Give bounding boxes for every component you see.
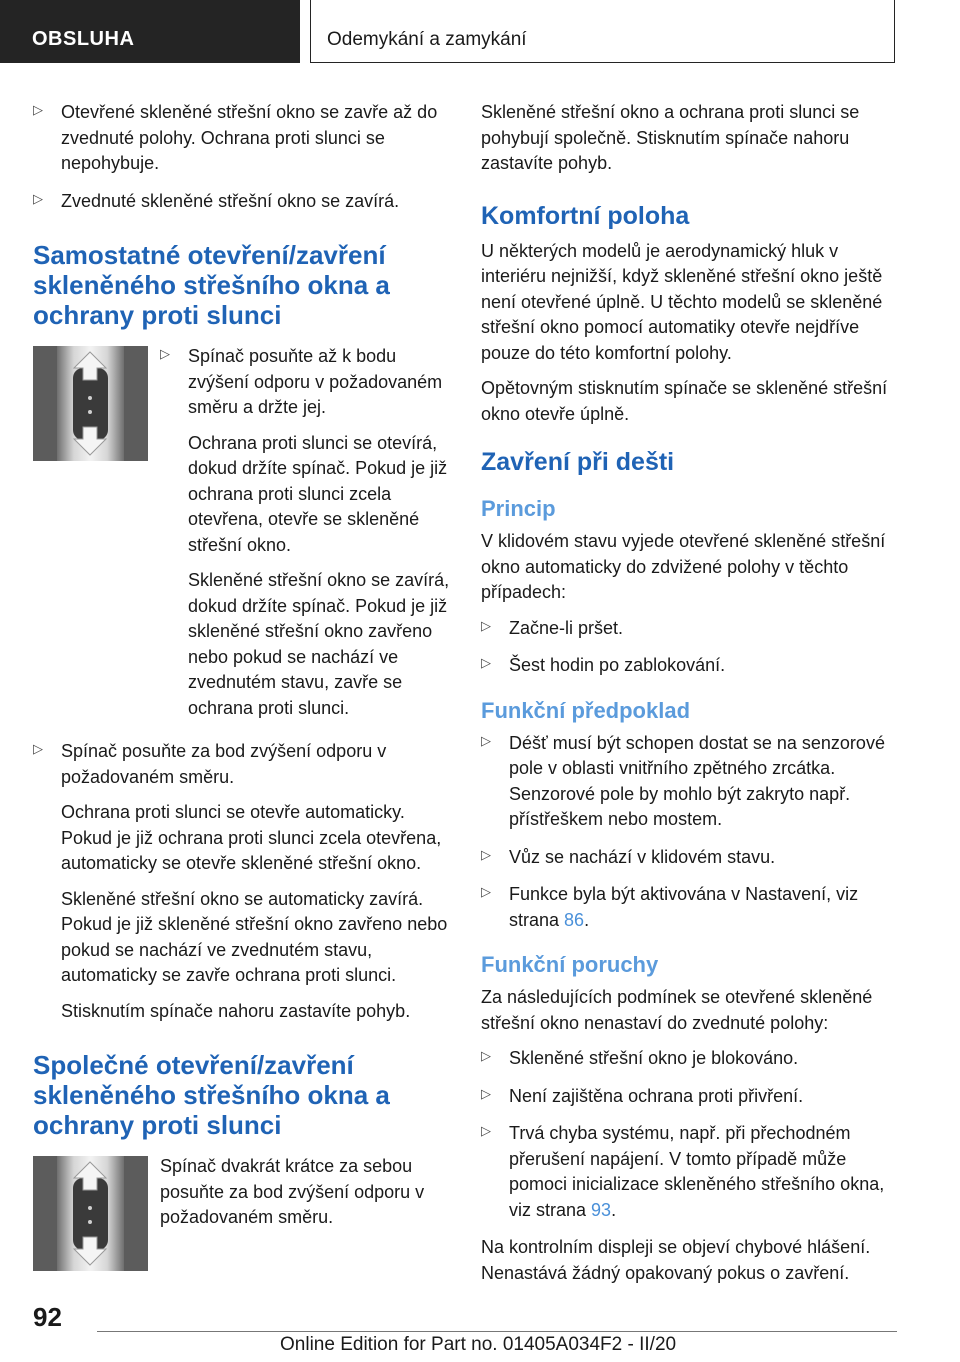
paragraph: Stisknutím spínače nahoru zastavíte pohyb. <box>61 1000 411 1021</box>
bullet-text: Skleněné střešní okno je blokováno. <box>509 1048 799 1068</box>
header-section-tab <box>0 0 300 63</box>
bullet-triangle-icon: ▷ <box>160 346 170 361</box>
left-column <box>33 100 453 1277</box>
subheading-principle: Princip <box>481 496 556 521</box>
bullet-text: Začne-li pršet. <box>509 617 624 638</box>
bullet-item <box>160 344 453 721</box>
bullet-item <box>33 739 453 1024</box>
switch-figure-row <box>33 1154 453 1271</box>
bullet-item <box>481 1084 901 1110</box>
section-heading-comfort: Komfortní poloha <box>481 201 690 230</box>
footer-edition: Online Edition for Part no. 01405A034F2 - II/20 <box>280 1334 677 1355</box>
bullet-item <box>33 189 453 215</box>
bullet-triangle-icon: ▷ <box>481 884 491 899</box>
bullet-text: Šest hodin po zablokování. <box>509 655 726 675</box>
bullet-text-part: Funkce byla být aktivována v Nastavení, viz strana <box>509 884 859 930</box>
bullet-text: Funkce byla být aktivována v Nastavení, viz strana 86. <box>509 884 859 930</box>
page-number: 92 <box>33 1302 62 1332</box>
bullet-triangle-icon: ▷ <box>33 190 43 206</box>
section-heading-rain: Zavření při dešti <box>481 448 675 476</box>
bullet-triangle-icon: ▷ <box>481 1123 491 1138</box>
bullet-text: Spínač posuňte za bod zvýšení odporu v požadovaném směru. <box>61 741 387 787</box>
bullet-triangle-icon: ▷ <box>481 1048 491 1063</box>
paragraph: Skleněné střešní okno a ochrana proti slunci se pohybují společně. Stisknutím spínače nahoru zastavíte pohyb. <box>481 102 860 173</box>
header-section-label: OBSLUHA <box>32 28 135 50</box>
bullet-item <box>481 882 901 933</box>
subheading-requirements: Funkční předpoklad <box>481 697 691 723</box>
roof-switch-image <box>33 1156 148 1271</box>
paragraph: U některých modelů je aerodynamický hluk v interiéru nejnižší, když skleněné střešní okno ještě není otevřené úplně. U těchto modelů se skleněné střešní okno pomocí automatiky otevře nejdříve pouze do této komfortní polohy. <box>481 240 883 363</box>
bullet-triangle-icon: ▷ <box>481 655 491 670</box>
bullet-item <box>481 845 901 871</box>
bullet-triangle-icon: ▷ <box>33 102 43 117</box>
bullet-text-part: Trvá chyba systému, např. při přechodném přerušení napájení. V tomto případě může pomoci inicializace skleněného střešního okna, viz strana <box>509 1123 885 1220</box>
bullet-text: Vůz se nachází v klidovém stavu. <box>509 846 776 867</box>
paragraph: Spínač dvakrát krátce za sebou posuňte za bod zvýšení odporu v požadovaném směru. <box>160 1156 425 1227</box>
section-heading-separate: Samostatné otevření/zavření skleněného střešního okna a ochrany proti slunci <box>33 240 390 330</box>
bullet-item <box>481 616 901 642</box>
paragraph: Ochrana proti slunci se otevírá, dokud držíte spínač. Pokud je již ochrana proti slunci zcela otevřena, otevře se skleněné střešní okno. <box>188 432 448 555</box>
bullet-text: Zvednuté skleněné střešní okno se zavírá. <box>61 190 400 211</box>
bullet-text: Otevřené skleněné střešní okno se zavře až do zvednuté polohy. Ochrana proti slunci se nepohybuje. <box>61 102 438 173</box>
switch-figure-row <box>33 344 453 733</box>
paragraph: Ochrana proti slunci se otevře automaticky. Pokud je již ochrana proti slunci zcela otevřena, automaticky se otevře skleněné střešní okno. <box>61 802 442 873</box>
bullet-triangle-icon: ▷ <box>33 741 43 756</box>
bullet-text: Déšť musí být schopen dostat se na senzorové pole v oblasti vnitřního zpětného zrcátka. Senzorové pole by mohlo být zakryto např. přístřeškem nebo mostem. <box>509 732 885 829</box>
bullet-item <box>33 100 453 177</box>
paragraph: Na kontrolním displeji se objeví chybové hlášení. Nenastává žádný opakovaný pokus o zavření. <box>481 1237 871 1283</box>
paragraph: Opětovným stisknutím spínače se skleněné střešní okno otevře úplně. <box>481 378 888 424</box>
bullet-triangle-icon: ▷ <box>481 1085 491 1101</box>
paragraph: Skleněné střešní okno se zavírá, dokud držíte spínač. Pokud je již skleněné střešní okno zavřeno nebo pokud se nachází ve zvednutém stavu, zavře se ochrana proti slunci. <box>188 570 450 718</box>
section-heading-together: Společné otevření/zavření skleněného střešního okna a ochrany proti slunci <box>33 1050 390 1140</box>
roof-switch-image <box>33 346 148 461</box>
bullet-item <box>481 731 901 833</box>
bullet-triangle-icon: ▷ <box>481 846 491 862</box>
bullet-text: Trvá chyba systému, např. při přechodném přerušení napájení. V tomto případě může pomoci inicializace skleněného střešního okna, viz strana 93. <box>509 1123 885 1220</box>
bullet-triangle-icon: ▷ <box>481 617 491 633</box>
paragraph: Skleněné střešní okno se automaticky zavírá. Pokud je již skleněné střešní okno zavřeno nebo pokud se nachází ve zvednutém stavu, automaticky se zavře ochrana proti slunci. <box>61 888 448 985</box>
right-column <box>481 100 901 1296</box>
header-chapter-tab <box>310 0 895 63</box>
paragraph: V klidovém stavu vyjede otevřené skleněné střešní okno automaticky do zdvižené polohy v těchto případech: <box>481 531 886 602</box>
footer-divider <box>97 1331 897 1332</box>
page-link-93[interactable]: 93 <box>591 1199 612 1220</box>
bullet-triangle-icon: ▷ <box>481 732 491 748</box>
subheading-malfunctions: Funkční poruchy <box>481 952 659 977</box>
bullet-item <box>481 653 901 679</box>
paragraph: Za následujících podmínek se otevřené skleněné střešní okno nenastaví do zvednuté polohy: <box>481 987 873 1033</box>
bullet-item <box>481 1121 901 1223</box>
bullet-text: Spínač posuňte až k bodu zvýšení odporu v požadovaném směru a držte jej. <box>188 346 443 417</box>
bullet-item <box>481 1046 901 1072</box>
page-link-86[interactable]: 86 <box>564 909 585 930</box>
bullet-text: Není zajištěna ochrana proti přivření. <box>509 1085 804 1106</box>
header-chapter-label: Odemykání a zamykání <box>327 29 527 50</box>
